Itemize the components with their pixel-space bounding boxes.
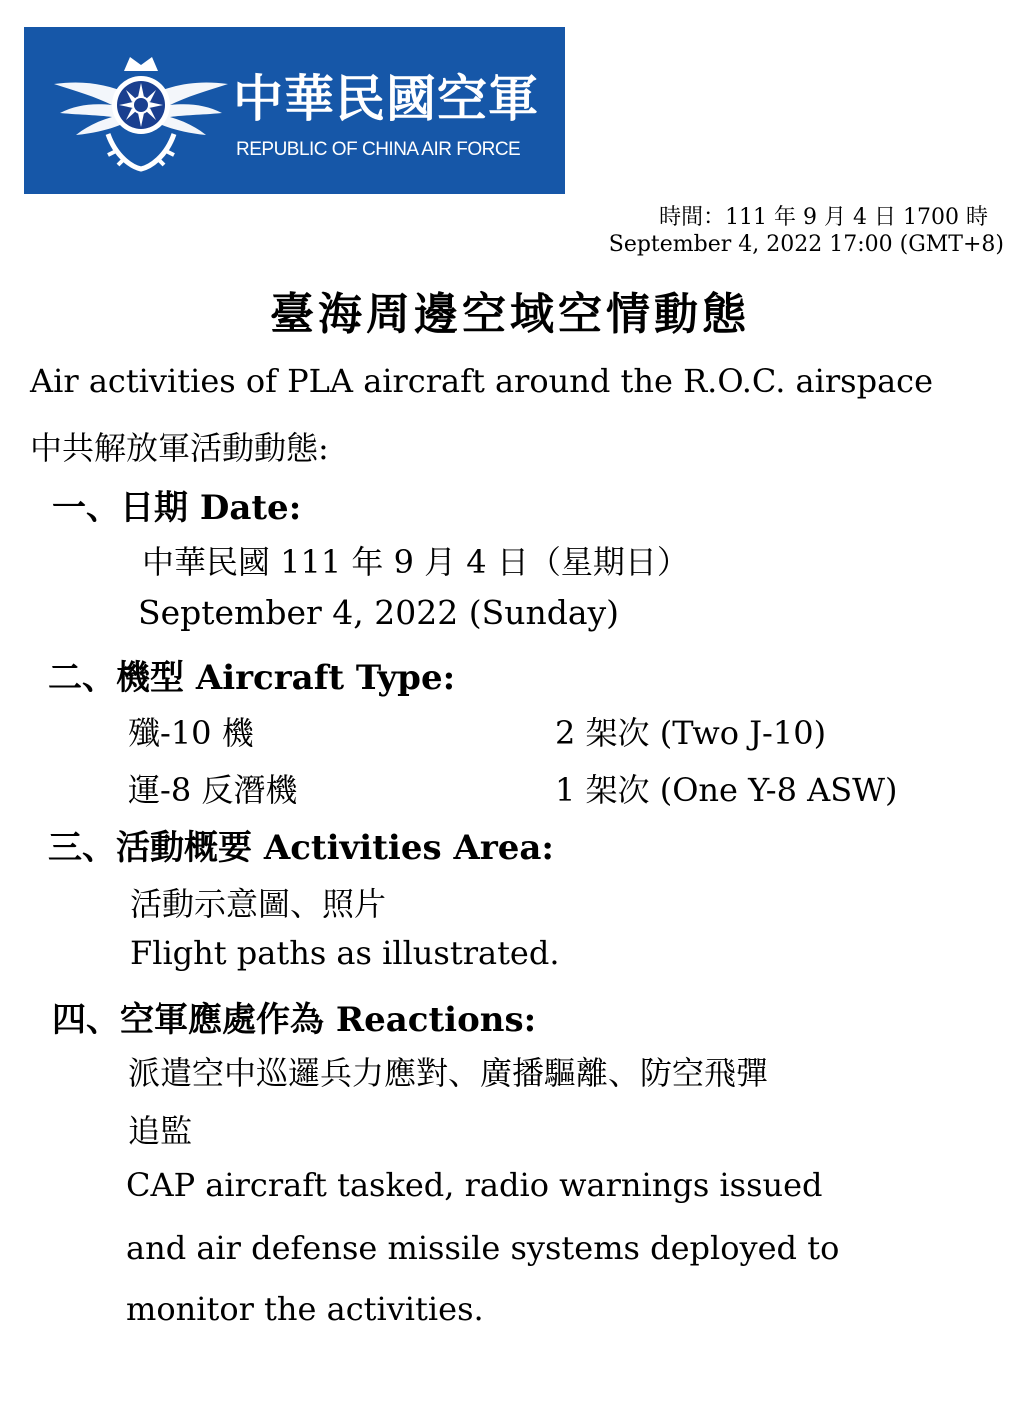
subtitle-english: Air activities of PLA aircraft around the R.O.C. airspace (30, 362, 933, 400)
reactions-english-line-2: and air defense missile systems deployed to (126, 1229, 840, 1267)
air-force-emblem-icon (46, 39, 236, 179)
timestamp-chinese: 時間：111 年 9 月 4 日 1700 時 (659, 205, 988, 230)
reactions-chinese-line-1: 派遣空中巡邏兵力應對、廣播驅離、防空飛彈 (128, 1054, 769, 1092)
logo-title-chinese: 中華民國空軍 (233, 70, 539, 128)
reactions-chinese-line-2: 追監 (128, 1112, 193, 1150)
timestamp-english: September 4, 2022 17:00 (GMT+8) (608, 232, 1004, 257)
date-english: September 4, 2022 (Sunday) (138, 593, 620, 632)
section-aircraft-label: 二、機型 Aircraft Type: (48, 658, 456, 698)
aircraft-count-1: 2 架次 (Two J-10) (555, 714, 827, 752)
aircraft-count-2: 1 架次 (One Y-8 ASW) (555, 771, 898, 809)
page-title: 臺海周邊空域空情動態 (270, 289, 750, 340)
reactions-english-line-1: CAP aircraft tasked, radio warnings issued (126, 1166, 823, 1204)
logo-title-english: REPUBLIC OF CHINA AIR FORCE (236, 139, 521, 160)
aircraft-type-2: 運-8 反潛機 (128, 771, 298, 809)
section-reactions-label: 四、空軍應處作為 Reactions: (52, 1000, 537, 1040)
area-chinese: 活動示意圖、照片 (130, 885, 387, 923)
area-english: Flight paths as illustrated. (130, 934, 560, 972)
subtitle-chinese: 中共解放軍活動動態: (30, 429, 329, 467)
section-area-label: 三、活動概要 Activities Area: (48, 828, 554, 868)
section-date-label: 一、日期 Date: (52, 488, 302, 528)
roc-air-force-logo-banner (24, 27, 565, 194)
date-chinese: 中華民國 111 年 9 月 4 日（星期日） (142, 543, 689, 581)
aircraft-type-1: 殲-10 機 (128, 714, 254, 752)
reactions-english-line-3: monitor the activities. (126, 1290, 484, 1328)
